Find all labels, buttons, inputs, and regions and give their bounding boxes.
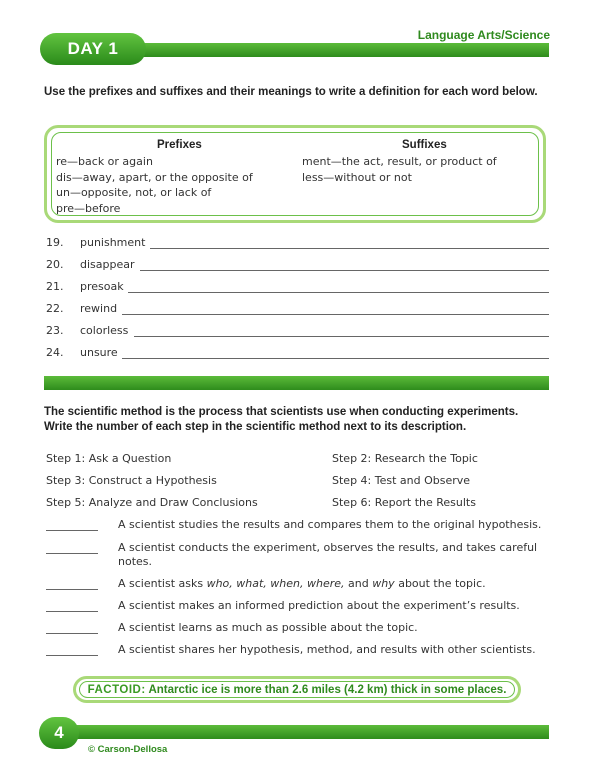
step-description: A scientist studies the results and compares them to the original hypothesis. — [118, 518, 542, 531]
question-word: unsure — [80, 346, 118, 359]
question-row — [46, 236, 549, 252]
question-word: rewind — [80, 302, 118, 315]
step-answer-blank[interactable] — [46, 589, 98, 590]
section-divider-bar — [44, 376, 549, 390]
answer-line[interactable] — [128, 292, 549, 293]
factoid-text: Antarctic ice is more than 2.6 miles (4.2 km) thick in some places. — [148, 684, 507, 696]
question-word: disappear — [80, 258, 135, 271]
prefix-suffix-box — [44, 125, 546, 223]
scientific-method-instructions: The scientific method is the process that scientists use when conducting experiments. Write the number of each step in the scientific method next to its description. — [44, 406, 519, 433]
factoid-label: FACTOID: — [87, 684, 146, 696]
prefixes-heading: Prefixes — [157, 139, 202, 151]
suffix-item: less—without or not — [302, 170, 412, 184]
question-row — [46, 324, 549, 340]
copyright: © Carson-Dellosa — [88, 744, 168, 755]
step-description: A scientist conducts the experiment, observes the results, and takes careful notes. — [118, 541, 538, 568]
question-number: 20. — [46, 258, 64, 271]
page-number: 4 — [39, 717, 79, 749]
step-answer-blank[interactable] — [46, 655, 98, 656]
question-number: 21. — [46, 280, 64, 293]
step-label: Step 5: Analyze and Draw Conclusions — [46, 496, 258, 509]
question-row — [46, 302, 549, 318]
question-word: presoak — [80, 280, 124, 293]
question-row — [46, 258, 549, 274]
suffixes-heading: Suffixes — [402, 139, 447, 151]
answer-line[interactable] — [122, 358, 549, 359]
factoid-box — [73, 676, 521, 703]
prefix-item: dis—away, apart, or the opposite of — [56, 170, 253, 184]
answer-line[interactable] — [150, 248, 549, 249]
day-tab: DAY 1 — [40, 33, 146, 65]
question-row — [46, 346, 549, 362]
step-label: Step 3: Construct a Hypothesis — [46, 474, 217, 487]
step-label: Step 6: Report the Results — [332, 496, 476, 509]
question-word: punishment — [80, 236, 146, 249]
answer-line[interactable] — [140, 270, 549, 271]
step-answer-blank[interactable] — [46, 633, 98, 634]
step-label: Step 1: Ask a Question — [46, 452, 172, 465]
footer-bar — [44, 725, 549, 739]
question-number: 23. — [46, 324, 64, 337]
answer-line[interactable] — [134, 336, 549, 337]
question-number: 24. — [46, 346, 64, 359]
question-word: colorless — [80, 324, 129, 337]
prefix-item: pre—before — [56, 201, 121, 215]
prefix-item: un—opposite, not, or lack of — [56, 186, 212, 199]
prefix-instructions: Use the prefixes and suffixes and their meanings to write a definition for each word below. — [44, 86, 538, 98]
step-label: Step 4: Test and Observe — [332, 474, 471, 487]
suffix-item: ment—the act, result, or product of — [302, 155, 497, 168]
answer-line[interactable] — [122, 314, 549, 315]
question-row — [46, 280, 549, 296]
step-answer-blank[interactable] — [46, 611, 98, 612]
step-label: Step 2: Research the Topic — [332, 452, 478, 465]
step-description: A scientist shares her hypothesis, method, and results with other scientists. — [118, 643, 536, 656]
step-answer-blank[interactable] — [46, 553, 98, 554]
step-description: A scientist makes an informed prediction about the experiment’s results. — [118, 599, 520, 612]
step-answer-blank[interactable] — [46, 530, 98, 531]
question-number: 19. — [46, 236, 64, 249]
prefix-item: re—back or again — [56, 155, 153, 168]
question-number: 22. — [46, 302, 64, 315]
step-description: A scientist learns as much as possible about the topic. — [118, 621, 418, 634]
step-description: A scientist asks who, what, when, where, and why about the topic. — [118, 577, 486, 590]
subject-label: Language Arts/Science — [417, 28, 550, 42]
